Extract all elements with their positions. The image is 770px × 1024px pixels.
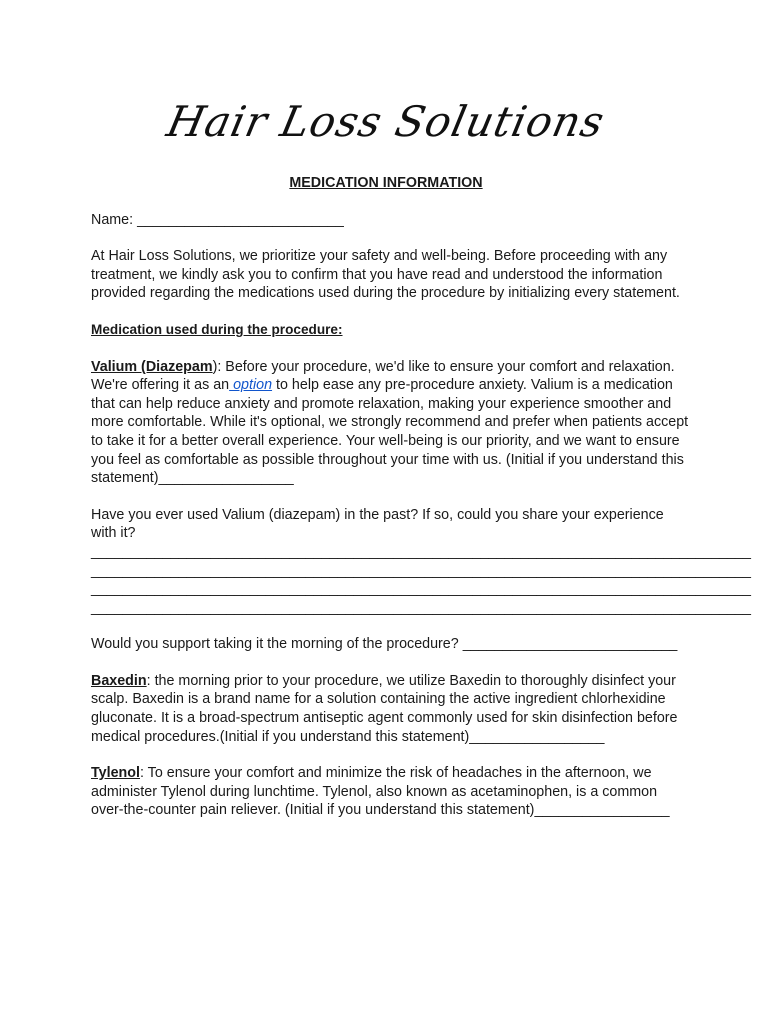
valium-paragraph: [91, 358, 691, 488]
support-text: Would you support taking it the morning of the procedure?: [91, 636, 463, 653]
logo: [0, 88, 770, 158]
valium-text-2: to help ease any pre-procedure anxiety. Valium is a medication that can help reduce anxiety and promote relaxation, making your experience smoother and more comfortable. While it's optional, we strongly recommend and prefer when patients accept to take it for a better overall experience. Your well-being is our priority, and we want to ensure you feel as comfortable as possible throughout your time with us. (Initial if you understand this statement): [91, 377, 689, 487]
intro-paragraph: At Hair Loss Solutions, we prioritize your safety and well-being. Before proceeding with any treatment, we kindly ask you to confirm that you have read and understood the information provided regarding the medications used during the procedure by initializing every statement.: [91, 248, 680, 302]
support-blank[interactable]: ___________________________: [462, 636, 678, 653]
tylenol-name: Tylenol: [91, 765, 140, 782]
answer-line[interactable]: ___________________________________________________________________________________: [91, 543, 751, 560]
baxedin-paragraph: [91, 672, 691, 746]
valium-name: Valium (Diazepam: [91, 358, 213, 375]
section-heading: Medication used during the procedure:: [91, 321, 343, 337]
name-field[interactable]: [91, 211, 691, 230]
support-question: [91, 635, 691, 654]
name-blank[interactable]: __________________________: [137, 211, 344, 228]
baxedin-name: Baxedin: [91, 672, 147, 689]
valium-question: Have you ever used Valium (diazepam) in the past? If so, could you share your experience with it?: [91, 506, 664, 542]
logo-script: [162, 88, 609, 158]
tylenol-paragraph: [91, 764, 691, 820]
baxedin-initial-blank[interactable]: _________________: [469, 728, 605, 745]
baxedin-text: : the morning prior to your procedure, we utilize Baxedin to thoroughly disinfect your scalp. Baxedin is a brand name for a solution containing the active ingredient chlorhexidine gluconate. It is a broad-spectrum antiseptic agent commonly used for skin disinfection before medical procedures.(Initial if you understand this statement): [91, 672, 678, 745]
tylenol-initial-blank[interactable]: _________________: [534, 802, 670, 819]
name-label: Name:: [91, 211, 138, 228]
answer-line[interactable]: ___________________________________________________________________________________: [91, 562, 751, 579]
valium-initial-blank[interactable]: _________________: [158, 470, 294, 487]
tylenol-text: : To ensure your comfort and minimize the risk of headaches in the afternoon, we administer Tylenol during lunchtime. Tylenol, also known as acetaminophen, is a common over-the-counter pain reliever. (Initial if you understand this statement): [91, 765, 658, 819]
page-title: MEDICATION INFORMATION: [289, 175, 483, 191]
option-link[interactable]: option: [229, 377, 273, 394]
answer-line[interactable]: ___________________________________________________________________________________: [91, 599, 751, 616]
answer-line[interactable]: ___________________________________________________________________________________: [91, 581, 751, 598]
answer-lines[interactable]: [91, 543, 751, 617]
valium-text-1: ): Before your procedure, we'd like to ensure your comfort and relaxation. We're offering it as an: [91, 358, 675, 394]
logo-text: Hair Loss Solutions: [162, 98, 609, 147]
document-body: [91, 174, 751, 820]
